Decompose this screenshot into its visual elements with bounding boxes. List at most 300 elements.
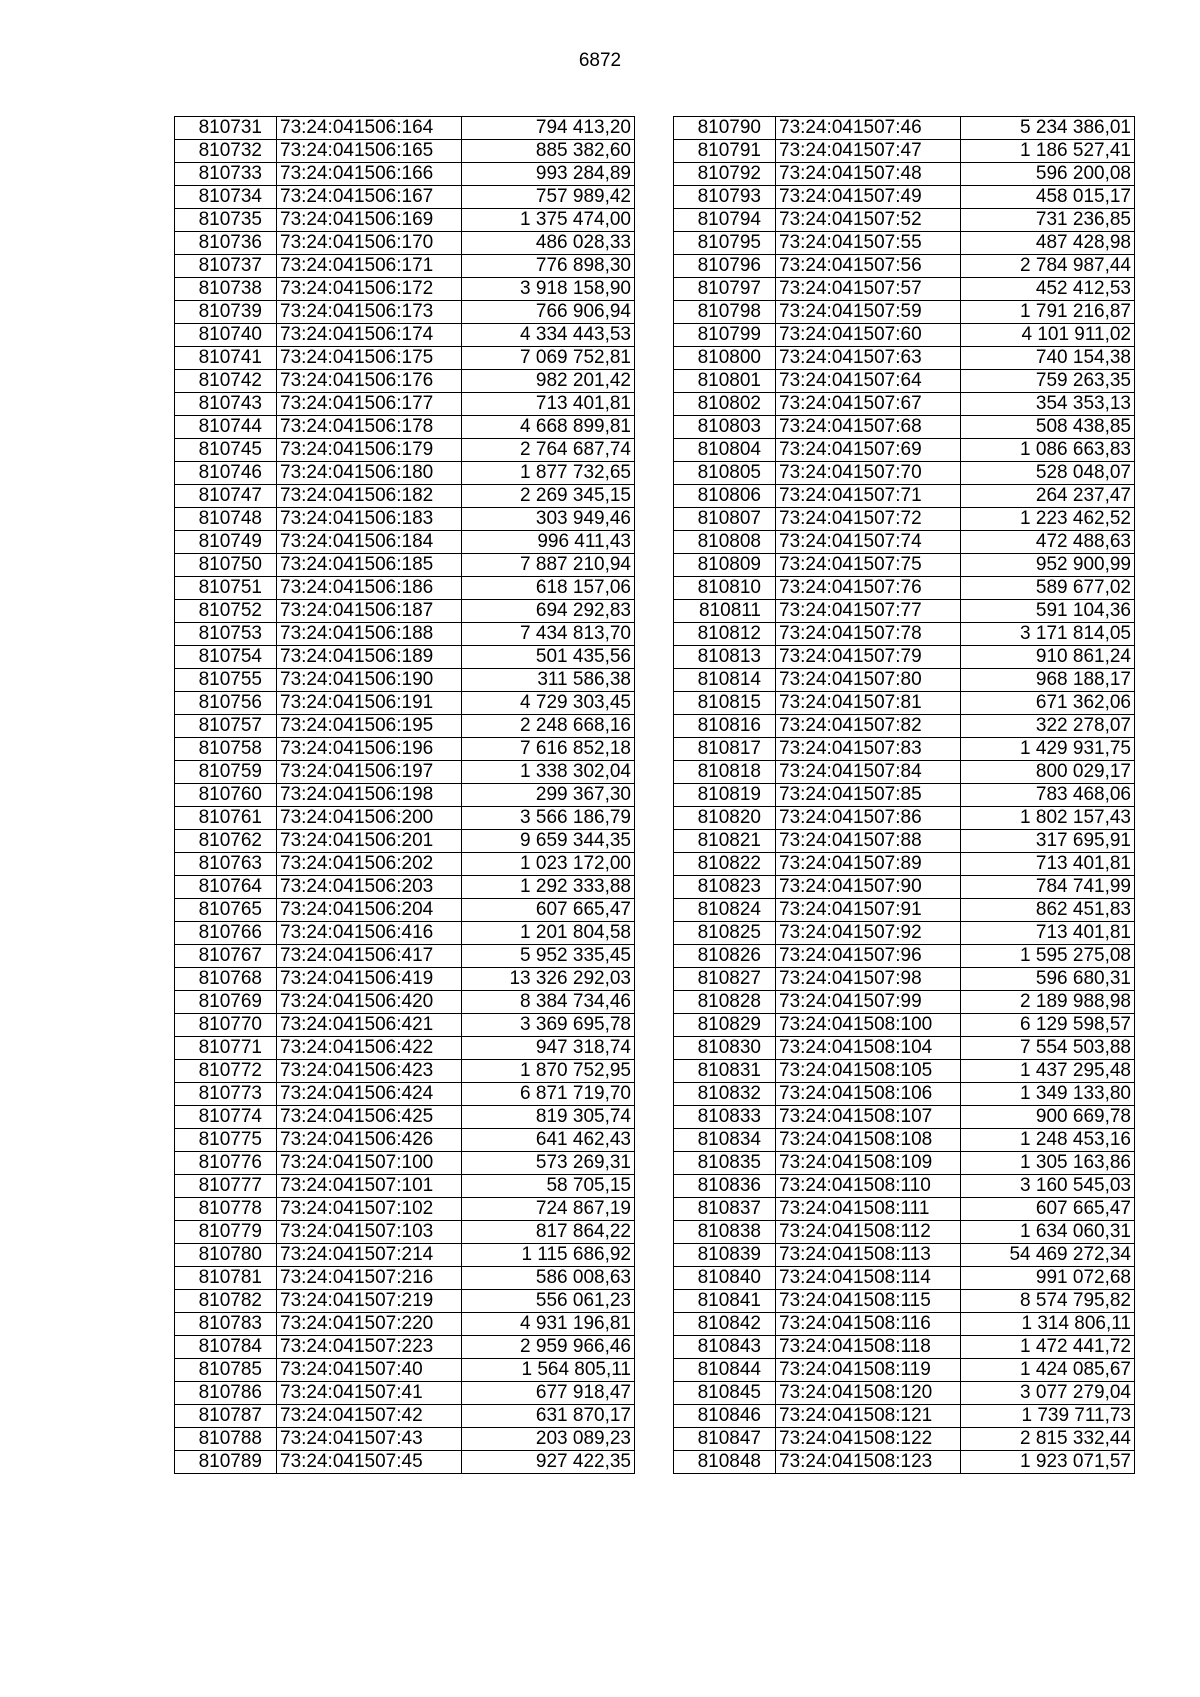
value-cell: 58 705,15 bbox=[462, 1175, 635, 1198]
table-row bbox=[674, 991, 1135, 1014]
table-row bbox=[674, 1037, 1135, 1060]
cadastral-number-cell: 73:24:041506:202 bbox=[277, 853, 462, 876]
table-row bbox=[175, 899, 635, 922]
cadastral-number-cell: 73:24:041507:92 bbox=[776, 922, 961, 945]
table-row bbox=[674, 600, 1135, 623]
table-row bbox=[175, 830, 635, 853]
value-cell: 1 437 295,48 bbox=[961, 1060, 1135, 1083]
cadastral-number-cell: 73:24:041508:111 bbox=[776, 1198, 961, 1221]
value-cell: 819 305,74 bbox=[462, 1106, 635, 1129]
cadastral-number-cell: 73:24:041507:88 bbox=[776, 830, 961, 853]
cadastral-number-cell: 73:24:041506:187 bbox=[277, 600, 462, 623]
cadastral-number-cell: 73:24:041507:67 bbox=[776, 393, 961, 416]
record-number-cell: 810751 bbox=[175, 577, 277, 600]
record-number-cell: 810774 bbox=[175, 1106, 277, 1129]
value-cell: 885 382,60 bbox=[462, 140, 635, 163]
value-cell: 1 349 133,80 bbox=[961, 1083, 1135, 1106]
record-number-cell: 810770 bbox=[175, 1014, 277, 1037]
value-cell: 6 129 598,57 bbox=[961, 1014, 1135, 1037]
cadastral-number-cell: 73:24:041507:75 bbox=[776, 554, 961, 577]
value-cell: 1 877 732,65 bbox=[462, 462, 635, 485]
cadastral-number-cell: 73:24:041506:417 bbox=[277, 945, 462, 968]
cadastral-number-cell: 73:24:041506:185 bbox=[277, 554, 462, 577]
value-cell: 596 200,08 bbox=[961, 163, 1135, 186]
value-cell: 947 318,74 bbox=[462, 1037, 635, 1060]
table-row bbox=[175, 1175, 635, 1198]
table-row bbox=[674, 784, 1135, 807]
value-cell: 740 154,38 bbox=[961, 347, 1135, 370]
table-row bbox=[175, 439, 635, 462]
cadastral-number-cell: 73:24:041507:102 bbox=[277, 1198, 462, 1221]
cadastral-number-cell: 73:24:041508:122 bbox=[776, 1428, 961, 1451]
record-number-cell: 810798 bbox=[674, 301, 776, 324]
value-cell: 486 028,33 bbox=[462, 232, 635, 255]
table-row bbox=[175, 347, 635, 370]
table-row bbox=[175, 1060, 635, 1083]
record-number-cell: 810735 bbox=[175, 209, 277, 232]
record-number-cell: 810825 bbox=[674, 922, 776, 945]
cadastral-number-cell: 73:24:041507:79 bbox=[776, 646, 961, 669]
value-cell: 794 413,20 bbox=[462, 117, 635, 140]
table-row bbox=[674, 669, 1135, 692]
record-number-cell: 810750 bbox=[175, 554, 277, 577]
table-row bbox=[175, 991, 635, 1014]
record-number-cell: 810786 bbox=[175, 1382, 277, 1405]
table-row bbox=[674, 278, 1135, 301]
table-row bbox=[175, 669, 635, 692]
value-cell: 508 438,85 bbox=[961, 416, 1135, 439]
record-number-cell: 810790 bbox=[674, 117, 776, 140]
table-row bbox=[674, 1060, 1135, 1083]
cadastral-number-cell: 73:24:041507:85 bbox=[776, 784, 961, 807]
table-row bbox=[175, 508, 635, 531]
cadastral-number-cell: 73:24:041507:83 bbox=[776, 738, 961, 761]
value-cell: 5 234 386,01 bbox=[961, 117, 1135, 140]
table-row bbox=[674, 761, 1135, 784]
value-cell: 203 089,23 bbox=[462, 1428, 635, 1451]
table-row bbox=[674, 899, 1135, 922]
table-row bbox=[674, 255, 1135, 278]
cadastral-number-cell: 73:24:041507:43 bbox=[277, 1428, 462, 1451]
value-cell: 910 861,24 bbox=[961, 646, 1135, 669]
table-row bbox=[674, 922, 1135, 945]
cadastral-number-cell: 73:24:041508:110 bbox=[776, 1175, 961, 1198]
record-number-cell: 810824 bbox=[674, 899, 776, 922]
table-row bbox=[674, 416, 1135, 439]
record-number-cell: 810791 bbox=[674, 140, 776, 163]
value-cell: 1 305 163,86 bbox=[961, 1152, 1135, 1175]
table-row bbox=[674, 1405, 1135, 1428]
table-row bbox=[175, 738, 635, 761]
table-row bbox=[175, 715, 635, 738]
record-number-cell: 810754 bbox=[175, 646, 277, 669]
cadastral-number-cell: 73:24:041506:200 bbox=[277, 807, 462, 830]
value-cell: 7 887 210,94 bbox=[462, 554, 635, 577]
record-number-cell: 810843 bbox=[674, 1336, 776, 1359]
record-number-cell: 810732 bbox=[175, 140, 277, 163]
record-number-cell: 810789 bbox=[175, 1451, 277, 1474]
cadastral-number-cell: 73:24:041506:171 bbox=[277, 255, 462, 278]
value-cell: 2 189 988,98 bbox=[961, 991, 1135, 1014]
cadastral-number-cell: 73:24:041507:46 bbox=[776, 117, 961, 140]
cadastral-number-cell: 73:24:041506:204 bbox=[277, 899, 462, 922]
value-cell: 776 898,30 bbox=[462, 255, 635, 278]
table-row bbox=[175, 232, 635, 255]
record-number-cell: 810753 bbox=[175, 623, 277, 646]
cadastral-number-cell: 73:24:041506:169 bbox=[277, 209, 462, 232]
cadastral-number-cell: 73:24:041507:55 bbox=[776, 232, 961, 255]
value-cell: 1 595 275,08 bbox=[961, 945, 1135, 968]
cadastral-number-cell: 73:24:041507:78 bbox=[776, 623, 961, 646]
value-cell: 7 554 503,88 bbox=[961, 1037, 1135, 1060]
cadastral-number-cell: 73:24:041507:71 bbox=[776, 485, 961, 508]
cadastral-number-cell: 73:24:041507:84 bbox=[776, 761, 961, 784]
record-number-cell: 810822 bbox=[674, 853, 776, 876]
cadastral-number-cell: 73:24:041507:223 bbox=[277, 1336, 462, 1359]
cadastral-number-cell: 73:24:041507:47 bbox=[776, 140, 961, 163]
table-row bbox=[175, 370, 635, 393]
cadastral-number-cell: 73:24:041506:180 bbox=[277, 462, 462, 485]
cadastral-number-cell: 73:24:041506:425 bbox=[277, 1106, 462, 1129]
cadastral-number-cell: 73:24:041507:45 bbox=[277, 1451, 462, 1474]
cadastral-number-cell: 73:24:041507:59 bbox=[776, 301, 961, 324]
record-number-cell: 810807 bbox=[674, 508, 776, 531]
table-row bbox=[175, 692, 635, 715]
cadastral-number-cell: 73:24:041508:120 bbox=[776, 1382, 961, 1405]
record-number-cell: 810826 bbox=[674, 945, 776, 968]
record-number-cell: 810763 bbox=[175, 853, 277, 876]
record-number-cell: 810796 bbox=[674, 255, 776, 278]
value-cell: 1 424 085,67 bbox=[961, 1359, 1135, 1382]
record-number-cell: 810776 bbox=[175, 1152, 277, 1175]
record-number-cell: 810741 bbox=[175, 347, 277, 370]
record-number-cell: 810794 bbox=[674, 209, 776, 232]
table-row bbox=[674, 692, 1135, 715]
table-row bbox=[175, 922, 635, 945]
value-cell: 817 864,22 bbox=[462, 1221, 635, 1244]
cadastral-number-cell: 73:24:041507:103 bbox=[277, 1221, 462, 1244]
record-number-cell: 810773 bbox=[175, 1083, 277, 1106]
cadastral-number-cell: 73:24:041507:68 bbox=[776, 416, 961, 439]
table-row bbox=[674, 1221, 1135, 1244]
value-cell: 641 462,43 bbox=[462, 1129, 635, 1152]
table-row bbox=[175, 1129, 635, 1152]
cadastral-number-cell: 73:24:041508:108 bbox=[776, 1129, 961, 1152]
table-row bbox=[674, 324, 1135, 347]
cadastral-number-cell: 73:24:041507:76 bbox=[776, 577, 961, 600]
cadastral-number-cell: 73:24:041506:165 bbox=[277, 140, 462, 163]
record-number-cell: 810767 bbox=[175, 945, 277, 968]
cadastral-number-cell: 73:24:041507:81 bbox=[776, 692, 961, 715]
record-number-cell: 810841 bbox=[674, 1290, 776, 1313]
value-cell: 1 870 752,95 bbox=[462, 1060, 635, 1083]
cadastral-number-cell: 73:24:041507:219 bbox=[277, 1290, 462, 1313]
record-number-cell: 810835 bbox=[674, 1152, 776, 1175]
table-row bbox=[175, 278, 635, 301]
record-number-cell: 810816 bbox=[674, 715, 776, 738]
value-cell: 783 468,06 bbox=[961, 784, 1135, 807]
value-cell: 589 677,02 bbox=[961, 577, 1135, 600]
value-cell: 1 338 302,04 bbox=[462, 761, 635, 784]
table-row bbox=[175, 301, 635, 324]
cadastral-number-cell: 73:24:041508:104 bbox=[776, 1037, 961, 1060]
value-cell: 3 171 814,05 bbox=[961, 623, 1135, 646]
table-row bbox=[175, 1152, 635, 1175]
record-number-cell: 810808 bbox=[674, 531, 776, 554]
value-cell: 3 566 186,79 bbox=[462, 807, 635, 830]
record-number-cell: 810830 bbox=[674, 1037, 776, 1060]
record-number-cell: 810762 bbox=[175, 830, 277, 853]
value-cell: 2 269 345,15 bbox=[462, 485, 635, 508]
table-row bbox=[175, 531, 635, 554]
cadastral-number-cell: 73:24:041507:90 bbox=[776, 876, 961, 899]
table-row bbox=[175, 324, 635, 347]
cadastral-number-cell: 73:24:041507:42 bbox=[277, 1405, 462, 1428]
table-row bbox=[175, 554, 635, 577]
value-cell: 4 931 196,81 bbox=[462, 1313, 635, 1336]
record-number-cell: 810746 bbox=[175, 462, 277, 485]
table-row bbox=[175, 577, 635, 600]
table-row bbox=[674, 1106, 1135, 1129]
record-number-cell: 810797 bbox=[674, 278, 776, 301]
record-number-cell: 810814 bbox=[674, 669, 776, 692]
value-cell: 766 906,94 bbox=[462, 301, 635, 324]
table-row bbox=[175, 1405, 635, 1428]
value-cell: 1 248 453,16 bbox=[961, 1129, 1135, 1152]
cadastral-number-cell: 73:24:041506:198 bbox=[277, 784, 462, 807]
table-row bbox=[175, 1037, 635, 1060]
record-number-cell: 810805 bbox=[674, 462, 776, 485]
record-number-cell: 810801 bbox=[674, 370, 776, 393]
table-row bbox=[175, 1451, 635, 1474]
value-cell: 2 815 332,44 bbox=[961, 1428, 1135, 1451]
table-row bbox=[674, 1014, 1135, 1037]
record-number-cell: 810832 bbox=[674, 1083, 776, 1106]
cadastral-number-cell: 73:24:041507:64 bbox=[776, 370, 961, 393]
table-row bbox=[674, 1313, 1135, 1336]
table-row bbox=[674, 1336, 1135, 1359]
table-row bbox=[674, 347, 1135, 370]
value-cell: 1 791 216,87 bbox=[961, 301, 1135, 324]
value-cell: 671 362,06 bbox=[961, 692, 1135, 715]
value-cell: 586 008,63 bbox=[462, 1267, 635, 1290]
value-cell: 487 428,98 bbox=[961, 232, 1135, 255]
value-cell: 1 564 805,11 bbox=[462, 1359, 635, 1382]
table-row bbox=[175, 1083, 635, 1106]
table-row bbox=[674, 807, 1135, 830]
value-cell: 713 401,81 bbox=[961, 853, 1135, 876]
table-row bbox=[674, 968, 1135, 991]
table-row bbox=[674, 462, 1135, 485]
cadastral-number-cell: 73:24:041507:72 bbox=[776, 508, 961, 531]
record-number-cell: 810842 bbox=[674, 1313, 776, 1336]
cadastral-number-cell: 73:24:041507:48 bbox=[776, 163, 961, 186]
cadastral-number-cell: 73:24:041507:91 bbox=[776, 899, 961, 922]
value-cell: 472 488,63 bbox=[961, 531, 1135, 554]
record-number-cell: 810778 bbox=[175, 1198, 277, 1221]
table-row bbox=[175, 1267, 635, 1290]
cadastral-number-cell: 73:24:041507:57 bbox=[776, 278, 961, 301]
record-number-cell: 810782 bbox=[175, 1290, 277, 1313]
cadastral-number-cell: 73:24:041507:70 bbox=[776, 462, 961, 485]
cadastral-number-cell: 73:24:041506:196 bbox=[277, 738, 462, 761]
table-row bbox=[175, 945, 635, 968]
cadastral-number-cell: 73:24:041507:220 bbox=[277, 1313, 462, 1336]
record-number-cell: 810847 bbox=[674, 1428, 776, 1451]
value-cell: 1 292 333,88 bbox=[462, 876, 635, 899]
record-number-cell: 810769 bbox=[175, 991, 277, 1014]
record-number-cell: 810787 bbox=[175, 1405, 277, 1428]
cadastral-number-cell: 73:24:041506:167 bbox=[277, 186, 462, 209]
record-number-cell: 810771 bbox=[175, 1037, 277, 1060]
table-row bbox=[175, 1313, 635, 1336]
value-cell: 556 061,23 bbox=[462, 1290, 635, 1313]
cadastral-number-cell: 73:24:041506:203 bbox=[277, 876, 462, 899]
cadastral-number-cell: 73:24:041507:101 bbox=[277, 1175, 462, 1198]
table-row bbox=[674, 485, 1135, 508]
value-cell: 4 668 899,81 bbox=[462, 416, 635, 439]
value-cell: 784 741,99 bbox=[961, 876, 1135, 899]
record-number-cell: 810800 bbox=[674, 347, 776, 370]
cadastral-number-cell: 73:24:041506:419 bbox=[277, 968, 462, 991]
table-row bbox=[175, 1221, 635, 1244]
cadastral-number-cell: 73:24:041507:41 bbox=[277, 1382, 462, 1405]
cadastral-number-cell: 73:24:041506:421 bbox=[277, 1014, 462, 1037]
record-number-cell: 810781 bbox=[175, 1267, 277, 1290]
cadastral-number-cell: 73:24:041508:121 bbox=[776, 1405, 961, 1428]
record-number-cell: 810761 bbox=[175, 807, 277, 830]
value-cell: 713 401,81 bbox=[462, 393, 635, 416]
value-cell: 54 469 272,34 bbox=[961, 1244, 1135, 1267]
table-row bbox=[175, 1382, 635, 1405]
table-row bbox=[175, 646, 635, 669]
table-row bbox=[674, 370, 1135, 393]
table-row bbox=[175, 784, 635, 807]
table-row bbox=[175, 1290, 635, 1313]
record-number-cell: 810813 bbox=[674, 646, 776, 669]
table-row bbox=[674, 876, 1135, 899]
table-row bbox=[175, 1014, 635, 1037]
value-cell: 1 115 686,92 bbox=[462, 1244, 635, 1267]
cadastral-number-cell: 73:24:041506:184 bbox=[277, 531, 462, 554]
cadastral-number-cell: 73:24:041506:166 bbox=[277, 163, 462, 186]
table-row bbox=[175, 853, 635, 876]
record-number-cell: 810821 bbox=[674, 830, 776, 853]
table-row bbox=[674, 1359, 1135, 1382]
cadastral-number-cell: 73:24:041507:82 bbox=[776, 715, 961, 738]
table-row bbox=[674, 715, 1135, 738]
record-number-cell: 810840 bbox=[674, 1267, 776, 1290]
cadastral-number-cell: 73:24:041508:106 bbox=[776, 1083, 961, 1106]
value-cell: 1 023 172,00 bbox=[462, 853, 635, 876]
table-row bbox=[674, 738, 1135, 761]
value-cell: 311 586,38 bbox=[462, 669, 635, 692]
record-number-cell: 810844 bbox=[674, 1359, 776, 1382]
record-number-cell: 810734 bbox=[175, 186, 277, 209]
value-cell: 1 201 804,58 bbox=[462, 922, 635, 945]
value-cell: 6 871 719,70 bbox=[462, 1083, 635, 1106]
value-cell: 800 029,17 bbox=[961, 761, 1135, 784]
table-row bbox=[674, 945, 1135, 968]
table-row bbox=[175, 807, 635, 830]
cadastral-number-cell: 73:24:041506:178 bbox=[277, 416, 462, 439]
table-row bbox=[674, 646, 1135, 669]
record-number-cell: 810742 bbox=[175, 370, 277, 393]
value-cell: 4 101 911,02 bbox=[961, 324, 1135, 347]
table-row bbox=[175, 1106, 635, 1129]
record-number-cell: 810803 bbox=[674, 416, 776, 439]
record-number-cell: 810749 bbox=[175, 531, 277, 554]
cadastral-number-cell: 73:24:041507:100 bbox=[277, 1152, 462, 1175]
cadastral-number-cell: 73:24:041508:105 bbox=[776, 1060, 961, 1083]
cadastral-number-cell: 73:24:041506:424 bbox=[277, 1083, 462, 1106]
table-row bbox=[175, 623, 635, 646]
value-cell: 1 314 806,11 bbox=[961, 1313, 1135, 1336]
value-cell: 1 375 474,00 bbox=[462, 209, 635, 232]
table-row bbox=[175, 416, 635, 439]
value-cell: 996 411,43 bbox=[462, 531, 635, 554]
record-number-cell: 810811 bbox=[674, 600, 776, 623]
cadastral-number-cell: 73:24:041506:176 bbox=[277, 370, 462, 393]
value-cell: 991 072,68 bbox=[961, 1267, 1135, 1290]
record-number-cell: 810748 bbox=[175, 508, 277, 531]
record-number-cell: 810783 bbox=[175, 1313, 277, 1336]
table-row bbox=[674, 1083, 1135, 1106]
value-cell: 2 784 987,44 bbox=[961, 255, 1135, 278]
record-number-cell: 810777 bbox=[175, 1175, 277, 1198]
record-number-cell: 810836 bbox=[674, 1175, 776, 1198]
value-cell: 7 616 852,18 bbox=[462, 738, 635, 761]
record-number-cell: 810756 bbox=[175, 692, 277, 715]
record-number-cell: 810793 bbox=[674, 186, 776, 209]
value-cell: 2 764 687,74 bbox=[462, 439, 635, 462]
table-row bbox=[674, 140, 1135, 163]
value-cell: 596 680,31 bbox=[961, 968, 1135, 991]
value-cell: 501 435,56 bbox=[462, 646, 635, 669]
table-row bbox=[175, 163, 635, 186]
table-row bbox=[175, 140, 635, 163]
value-cell: 8 384 734,46 bbox=[462, 991, 635, 1014]
value-cell: 3 077 279,04 bbox=[961, 1382, 1135, 1405]
cadastral-number-cell: 73:24:041506:175 bbox=[277, 347, 462, 370]
cadastral-number-cell: 73:24:041507:56 bbox=[776, 255, 961, 278]
value-cell: 757 989,42 bbox=[462, 186, 635, 209]
table-row bbox=[175, 876, 635, 899]
cadastral-number-cell: 73:24:041506:426 bbox=[277, 1129, 462, 1152]
record-number-cell: 810747 bbox=[175, 485, 277, 508]
table-row bbox=[175, 485, 635, 508]
record-number-cell: 810839 bbox=[674, 1244, 776, 1267]
record-number-cell: 810764 bbox=[175, 876, 277, 899]
cadastral-number-cell: 73:24:041506:172 bbox=[277, 278, 462, 301]
table-row bbox=[674, 186, 1135, 209]
value-cell: 1 472 441,72 bbox=[961, 1336, 1135, 1359]
value-cell: 694 292,83 bbox=[462, 600, 635, 623]
value-cell: 1 923 071,57 bbox=[961, 1451, 1135, 1474]
table-row bbox=[175, 462, 635, 485]
cadastral-number-cell: 73:24:041506:420 bbox=[277, 991, 462, 1014]
value-cell: 458 015,17 bbox=[961, 186, 1135, 209]
record-number-cell: 810736 bbox=[175, 232, 277, 255]
value-cell: 993 284,89 bbox=[462, 163, 635, 186]
value-cell: 5 952 335,45 bbox=[462, 945, 635, 968]
value-cell: 303 949,46 bbox=[462, 508, 635, 531]
right-table-body bbox=[674, 117, 1135, 1474]
record-number-cell: 810768 bbox=[175, 968, 277, 991]
value-cell: 322 278,07 bbox=[961, 715, 1135, 738]
left-table-body bbox=[175, 117, 635, 1474]
record-number-cell: 810806 bbox=[674, 485, 776, 508]
